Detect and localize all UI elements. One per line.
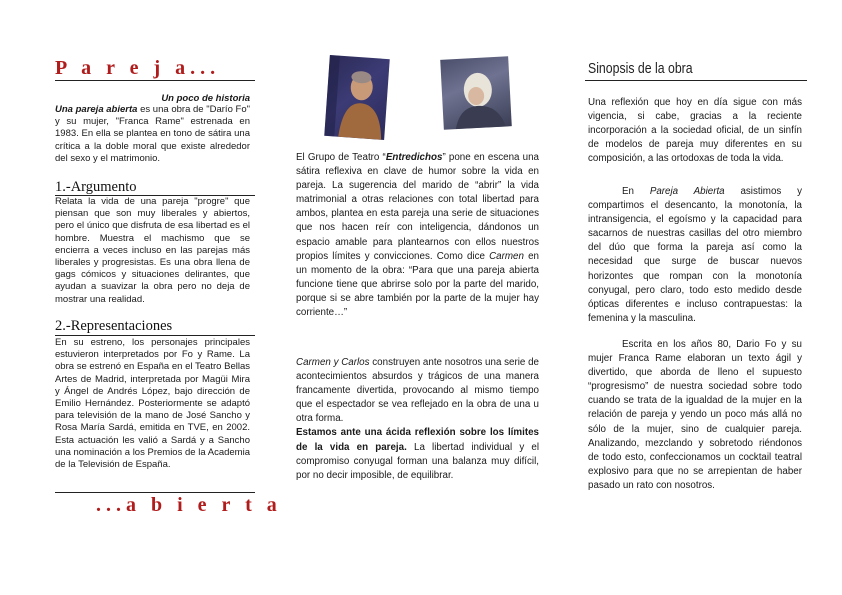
history-paragraph	[55, 104, 250, 165]
page-title-end: ...a b i e r t a	[96, 494, 282, 516]
title-underline	[55, 80, 255, 81]
group-name: Entredichos	[385, 152, 443, 163]
synopsis-title: Sinopsis de la obra	[588, 60, 693, 77]
character-names: Carmen y Carlos	[296, 357, 370, 368]
actress-photo	[440, 56, 512, 129]
history-heading: Un poco de historia	[161, 93, 250, 104]
representations-paragraph: En su estreno, los personajes principales estuvieron interpretados por Fo y Rame. La obra se estrenó en España en el Teatro Bellas Artes de Madrid, interpretada por Magüi Mira y Ángel de Andrés López, bajo dirección de Emilio Hernández. Posteriormente se adaptó para televisión de la mano de José Sancho y Rosa María Sardá, emitida en TVE, en 2002. Esta actuación les valió a Sardá y a Sancho una nominación a los Premios de la Academia de la Televisión de España.	[55, 337, 250, 471]
section-divider	[55, 335, 255, 336]
text-run: El Grupo de Teatro “	[296, 152, 386, 163]
text-run: En	[622, 186, 650, 197]
synopsis-paragraph-2	[588, 185, 802, 326]
play-title: Una pareja abierta	[55, 104, 138, 115]
section-heading-argumento: 1.-Argumento	[55, 179, 137, 195]
actor-photo	[324, 55, 390, 140]
synopsis-underline	[585, 80, 807, 81]
history-body: es una obra de "Darío Fo" y su mujer, "Franca Rame" estrenada en 1983. En ella se plantea en tono de sátira una crítica a la doble moral que existe alrededor del sexo y el matrimonio.	[55, 104, 250, 164]
text-run: La libertad individual y el compromiso conyugal forman una balanza muy difícil, por no decir imposible, de equilibrar.	[296, 441, 539, 481]
synopsis-paragraph-1: Una reflexión que hoy en día sigue con más vigencia, si cabe, gracias a la reciente incorporación a la sociedad oficial, de un sinfín de modelos de pareja muy diferentes en su composición, a las ortodoxas de toda la vida.	[588, 97, 802, 165]
text-run: construyen ante nosotros una serie de acontecimientos absurdos y trágicos de una manera francamente divertida, provocando al mismo tiempo que el espectador se vea reflejado en la obra de una u otra forma.	[296, 357, 539, 425]
argument-paragraph: Relata la vida de una pareja "progre" que piensan que son muy liberales y abiertos, pero el único que disfruta de esa libertad es el hombre. Muestra el machismo que se encierra a veces incluso en las parejas más liberales y progresistas. Es una obra llena de gags cómicos y situaciones delirantes, que ayudan a suavizar la obra pero no deja de mostrar una realidad.	[55, 196, 250, 305]
synopsis-paragraph-3: Escrita en los años 80, Dario Fo y su mujer Franca Rame elaboran un texto ágil y divertido, que aborda de lleno el supuesto “progresismo” de nuestra sociedad sobre todo cuando se trata de la igualdad de la mujer en la relación de pareja y yendo un poco más allá no sólo de la mujer, sino de cualquier pareja. Analizando, mezclando y sobretodo riéndonos de todo esto, confeccionamos un cocktail teatral explosivo para que no se arrepientan de haber pasado un rato con nosotros.	[588, 339, 802, 491]
intro-paragraph	[296, 151, 539, 320]
text-run: ” pone en escena una sátira reflexiva en clave de humor sobre la vida en pareja. La sugerencia del marido de “abrir” la vida matrimonial a otras relaciones con total libertad para ambos, plantea en esta pareja una serie de situaciones que nos hacen reír con inteligencia, dándonos un espacio amable para plantearnos con ellos nuestros propios límites y convicciones. Como dice	[296, 152, 539, 262]
bottom-divider	[55, 492, 255, 493]
text-run: en un momento de la obra: “Para que una pareja abierta funcione tiene que abrirse solo por la parte del marido, porque si se abre también por la parte de la mujer hay corriente…”	[296, 250, 539, 319]
highlight-sentence-text: Estamos ante una ácida reflexión sobre los límites de la vida en pareja.	[296, 427, 539, 453]
page-title: P a r e j a...	[55, 57, 221, 79]
text-run: asistimos y compartimos el desencanto, la monotonía, la intransigencia, el egoísmo y la capacidad para sacarnos de nuestras casillas del otro miembro del dúo que forma la pareja así como la necesidad que surge de buscar nuevos horizontes que rompan con la monotonía conyugal, pero claro, todo esto medido desde ópticas diferentes e incluso contrapuestas: la femenina y la masculina.	[588, 186, 803, 324]
play-title: Pareja Abierta	[649, 186, 725, 197]
character-name: Carmen	[489, 250, 524, 262]
characters-paragraph	[296, 356, 539, 483]
section-heading-representaciones: 2.-Representaciones	[55, 318, 173, 334]
